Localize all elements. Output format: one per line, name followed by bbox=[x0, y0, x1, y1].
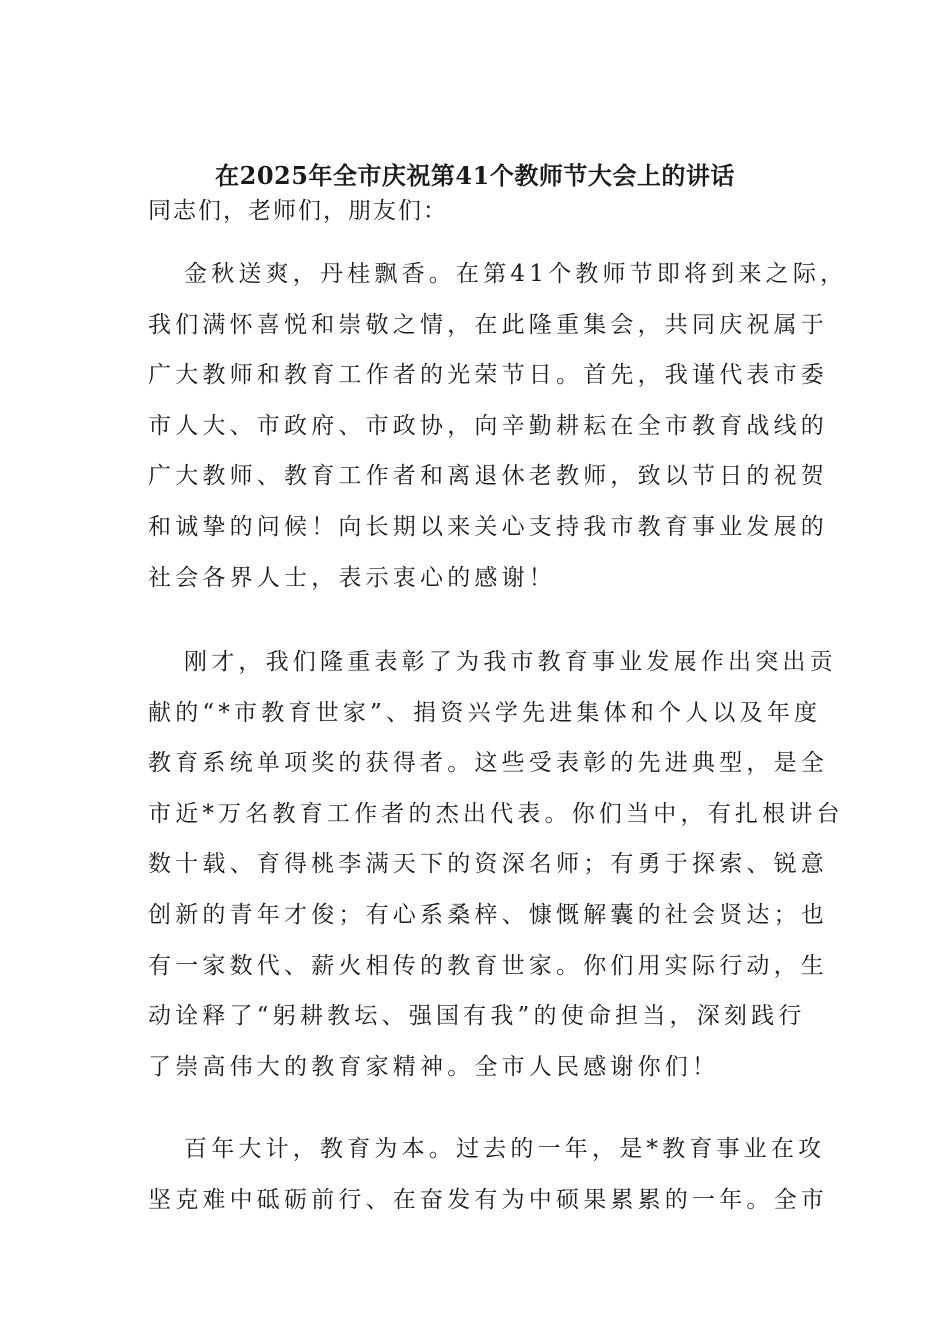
paragraph-line: 动诠释了“躬耕教坛、强国有我”的使命担当，深刻践行 bbox=[148, 1003, 806, 1030]
paragraph-line: 广大教师、教育工作者和离退休老教师，致以节日的祝贺 bbox=[148, 463, 828, 490]
paragraph-line: 和诚挚的问候！向长期以来关心支持我市教育事业发展的 bbox=[148, 513, 828, 540]
paragraph-line: 市近*万名教育工作者的杰出代表。你们当中，有扎根讲台 bbox=[148, 800, 844, 827]
paragraph-line: 社会各界人士，表示衷心的感谢！ bbox=[148, 564, 556, 591]
paragraph-line: 数十载、育得桃李满天下的资深名师；有勇于探索、锐意 bbox=[148, 851, 828, 878]
paragraph-line: 坚克难中砥砺前行、在奋发有为中硕果累累的一年。全市 bbox=[148, 1186, 828, 1213]
paragraph-line: 献的“*市教育世家”、捐资兴学先进集体和个人以及年度 bbox=[148, 699, 822, 726]
paragraph-1 bbox=[148, 249, 848, 603]
paragraph-2 bbox=[148, 637, 844, 1092]
paragraph-line: 了崇高伟大的教育家精神。全市人民感谢你们！ bbox=[148, 1053, 720, 1080]
paragraph-line: 刚才，我们隆重表彰了为我市教育事业发展作出突出贡 bbox=[184, 649, 837, 675]
paragraph-line: 广大教师和教育工作者的光荣节日。首先，我谨代表市委 bbox=[148, 362, 828, 389]
salutation: 同志们，老师们，朋友们： bbox=[148, 198, 448, 224]
paragraph-line: 教育系统单项奖的获得者。这些受表彰的先进典型，是全 bbox=[148, 750, 828, 777]
paragraph-line: 我们满怀喜悦和崇敬之情，在此隆重集会，共同庆祝属于 bbox=[148, 311, 828, 338]
paragraph-3 bbox=[148, 1124, 828, 1225]
paragraph-line: 市人大、市政府、市政协，向辛勤耕耘在全市教育战线的 bbox=[148, 412, 828, 439]
paragraph-line: 创新的青年才俊；有心系桑梓、慷慨解囊的社会贤达；也 bbox=[148, 901, 828, 928]
paragraph-line: 有一家数代、薪火相传的教育世家。你们用实际行动，生 bbox=[148, 952, 828, 979]
document-title: 在2025年全市庆祝第41个教师节大会上的讲话 bbox=[215, 161, 735, 190]
paragraph-line: 百年大计，教育为本。过去的一年，是*教育事业在攻 bbox=[184, 1136, 826, 1162]
paragraph-line: 金秋送爽，丹桂飘香。在第41个教师节即将到来之际， bbox=[184, 261, 848, 287]
